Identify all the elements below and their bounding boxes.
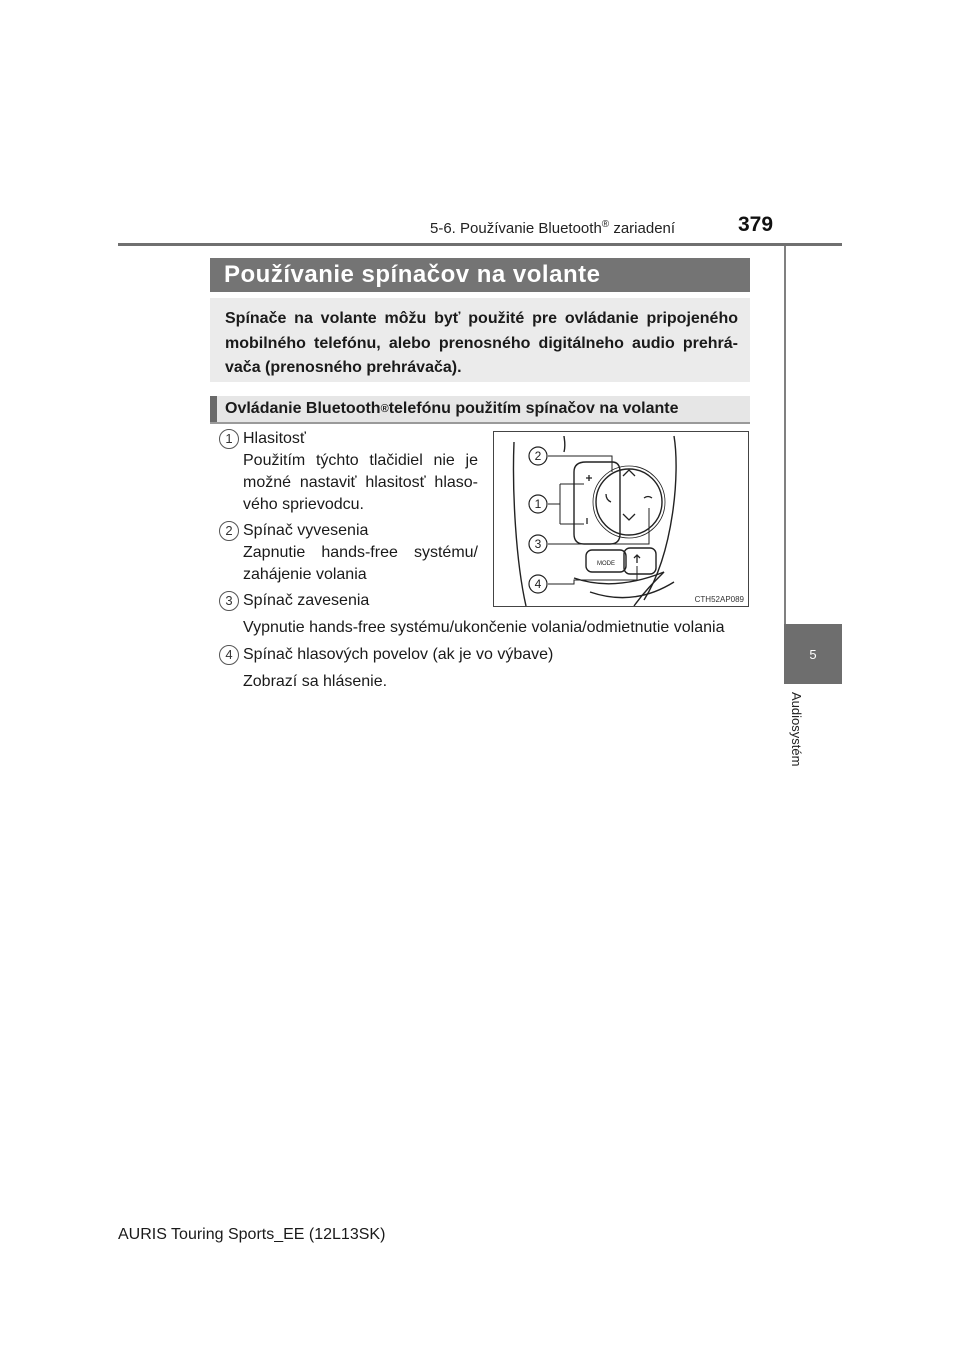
steering-wheel-illustration: [494, 432, 749, 607]
intro-box: [210, 298, 750, 382]
side-divider: [784, 246, 786, 624]
section-header: [430, 219, 675, 237]
header-divider: [118, 243, 842, 246]
chapter-number: 5: [809, 646, 817, 662]
footer-model: AURIS Touring Sports_EE (12L13SK): [118, 1226, 386, 1243]
callout-3: 3: [534, 537, 542, 551]
callout-4: 4: [534, 577, 542, 591]
item-desc-3: Vypnutie hands-free systému/ukončenie volania/odmietnutie volania: [243, 619, 725, 636]
item-title-1: Hlasitosť: [243, 430, 306, 447]
callout-2: 2: [534, 449, 542, 463]
section-title-text: Používanie spínačov na volante: [224, 261, 601, 288]
item-title-3: Spínač zavesenia: [243, 592, 370, 609]
steering-switch-figure: [493, 431, 749, 607]
item-title-4: Spínač hlasových povelov (ak je vo výbave): [243, 646, 554, 663]
phone-hangup-icon: [644, 497, 652, 499]
chevron-up-icon: [623, 470, 635, 476]
intro-text: Spínače na volante môžu byť použité pre ovládanie pripojeného mobilného telefónu, alebo prenosného digitálneho audio prehrá-vača (prenosného prehrávača).: [225, 310, 738, 376]
item-desc-4: Zobrazí sa hlásenie.: [243, 673, 388, 690]
item-number-2: 2: [219, 521, 239, 541]
subsection-title-suffix: telefónu použitím spínačov na volante: [388, 400, 679, 417]
chevron-down-icon: [623, 514, 635, 520]
chapter-label: Audiosystém: [789, 692, 804, 767]
item-desc-1: Použitím týchto tlačidiel nie je možné nastaviť hlasitosť hlaso-vého sprievodcu.: [243, 452, 478, 513]
plus-icon: [586, 475, 592, 481]
item-desc-2: Zapnutie hands-free systému/ zahájenie volania: [243, 544, 478, 583]
section-header-prefix: 5-6. Používanie Bluetooth: [430, 220, 602, 237]
callout-1: 1: [534, 497, 542, 511]
item-number-4: 4: [219, 645, 239, 665]
subsection-title: [210, 396, 750, 422]
section-header-suffix: zariadení: [609, 220, 676, 237]
registered-mark: ®: [380, 403, 389, 415]
voice-command-icon: [634, 555, 640, 563]
subsection-underline: [210, 422, 750, 424]
registered-mark: ®: [601, 219, 610, 230]
item-number-3: 3: [219, 591, 239, 611]
item-title-2: Spínač vyvesenia: [243, 522, 369, 539]
section-title: [210, 258, 750, 292]
phone-pickup-icon: [606, 494, 611, 502]
subsection-title-prefix: Ovládanie Bluetooth: [225, 400, 381, 417]
figure-code: CTH52AP089: [694, 595, 744, 604]
page-number: 379: [738, 213, 774, 236]
item-number-1: 1: [219, 429, 239, 449]
chapter-tab: [784, 624, 842, 684]
mode-button-label: MODE: [597, 561, 615, 567]
